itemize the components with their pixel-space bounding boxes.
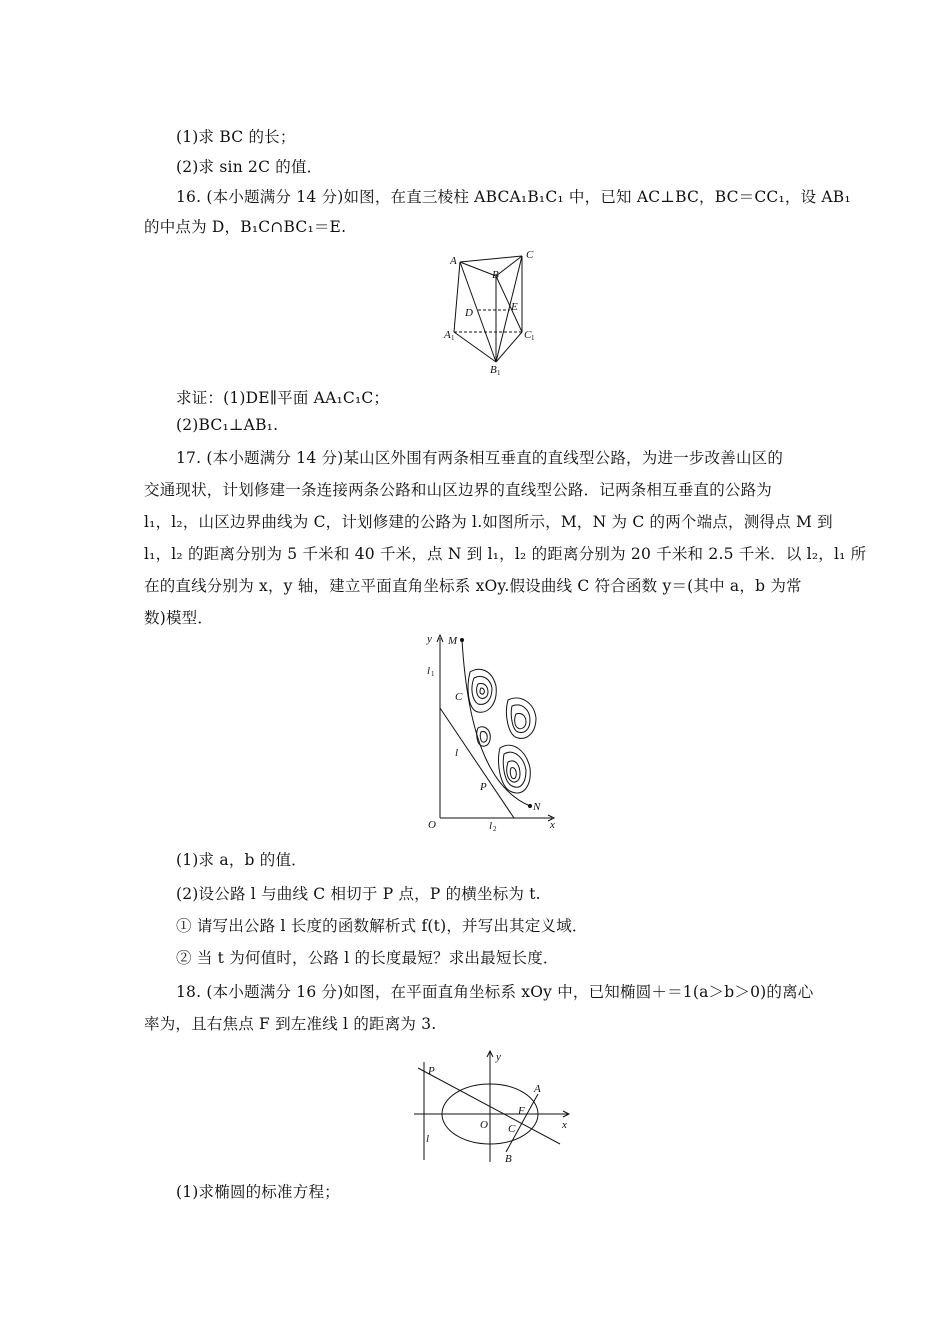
- axis-x-label: x: [562, 1119, 567, 1131]
- proof-item-1: 求证：(1)DE∥平面 AA₁C₁C；: [176, 389, 390, 407]
- question-2-part-2: ② 当 t 为何值时，公路 l 的长度最短？求出最短长度．: [176, 949, 559, 967]
- label-B1-sub: 1: [497, 369, 501, 376]
- axis-x-label: x: [550, 819, 555, 831]
- axis-y-label: y: [427, 633, 432, 645]
- label-A1: A: [444, 329, 451, 341]
- label-C: C: [455, 691, 463, 703]
- text-line: 交通现状，计划修建一条连接两条公路和山区边界的直线型公路．记两条相互垂直的公路为: [144, 481, 773, 499]
- label-E: E: [511, 301, 518, 313]
- label-N: N: [533, 801, 541, 813]
- problem-17-statement: 17. (本小题满分 14 分)某山区外围有两条相互垂直的直线型公路，为进一步改善山区的: [176, 449, 784, 467]
- text-line: (1)求 BC 的长；: [176, 128, 296, 146]
- ellipse-figure: [410, 1048, 582, 1166]
- label-C1: C: [524, 329, 532, 341]
- mountain-road-figure: [422, 630, 562, 835]
- label-P: P: [480, 781, 487, 793]
- axis-y-label: y: [496, 1051, 501, 1063]
- text-line: (2)求 sin 2C 的值．: [176, 158, 323, 176]
- text-line: l₁，l₂，山区边界曲线为 C，计划修建的公路为 l.如图所示，M，N 为 C 的两个端点，测得点 M 到: [144, 513, 833, 531]
- question-1: (1)求椭圆的标准方程；: [176, 1183, 340, 1201]
- label-F: F: [518, 1105, 525, 1117]
- label-A: A: [534, 1083, 541, 1095]
- label-C1-sub: 1: [531, 334, 535, 342]
- proof-item-2: (2)BC₁⊥AB₁.: [176, 416, 279, 434]
- label-l2: l: [489, 820, 493, 832]
- label-O: O: [428, 819, 436, 831]
- problem-18-statement: 18. (本小题满分 16 分)如图，在平面直角坐标系 xOy 中，已知椭圆＋＝1(a＞b＞0)的离心: [176, 983, 814, 1001]
- label-A1-sub: 1: [451, 334, 455, 342]
- text-line: 率为，且右焦点 F 到左准线 l 的距离为 3.: [144, 1015, 437, 1033]
- label-l1-sub: 1: [431, 670, 435, 678]
- question-2: (2)设公路 l 与曲线 C 相切于 P 点，P 的横坐标为 t.: [176, 885, 541, 903]
- label-A: A: [450, 255, 457, 267]
- label-P: P: [428, 1065, 435, 1077]
- label-B1: B: [490, 364, 497, 376]
- question-2-part-1: ① 请写出公路 l 长度的函数解析式 f(t)，并写出其定义域．: [176, 917, 588, 935]
- label-l: l: [426, 1133, 430, 1145]
- text-line: 在的直线分别为 x，y 轴，建立平面直角坐标系 xOy.假设曲线 C 符合函数 y＝(其中 a，b 为常: [144, 577, 802, 595]
- label-l1: l: [427, 665, 431, 677]
- label-B: B: [505, 1153, 512, 1165]
- label-M: M: [448, 635, 458, 647]
- label-l: l: [455, 747, 459, 759]
- prism-figure: [438, 246, 548, 376]
- label-C: C: [526, 249, 534, 261]
- label-l2-sub: 2: [493, 825, 497, 833]
- text-line: 数)模型．: [144, 609, 214, 627]
- label-C: C: [508, 1123, 516, 1135]
- text-line: 的中点为 D，B₁C∩BC₁＝E.: [144, 218, 347, 236]
- label-B: B: [492, 269, 499, 281]
- question-1: (1)求 a，b 的值．: [176, 851, 307, 869]
- label-D: D: [465, 307, 473, 319]
- text-line: l₁，l₂ 的距离分别为 5 千米和 40 千米，点 N 到 l₁，l₂ 的距离分别为 20 千米和 2.5 千米．以 l₂，l₁ 所: [144, 545, 867, 563]
- label-O: O: [480, 1119, 488, 1131]
- problem-16-statement: 16. (本小题满分 14 分)如图，在直三棱柱 ABCA₁B₁C₁ 中，已知 AC⊥BC，BC＝CC₁，设 AB₁: [176, 188, 851, 206]
